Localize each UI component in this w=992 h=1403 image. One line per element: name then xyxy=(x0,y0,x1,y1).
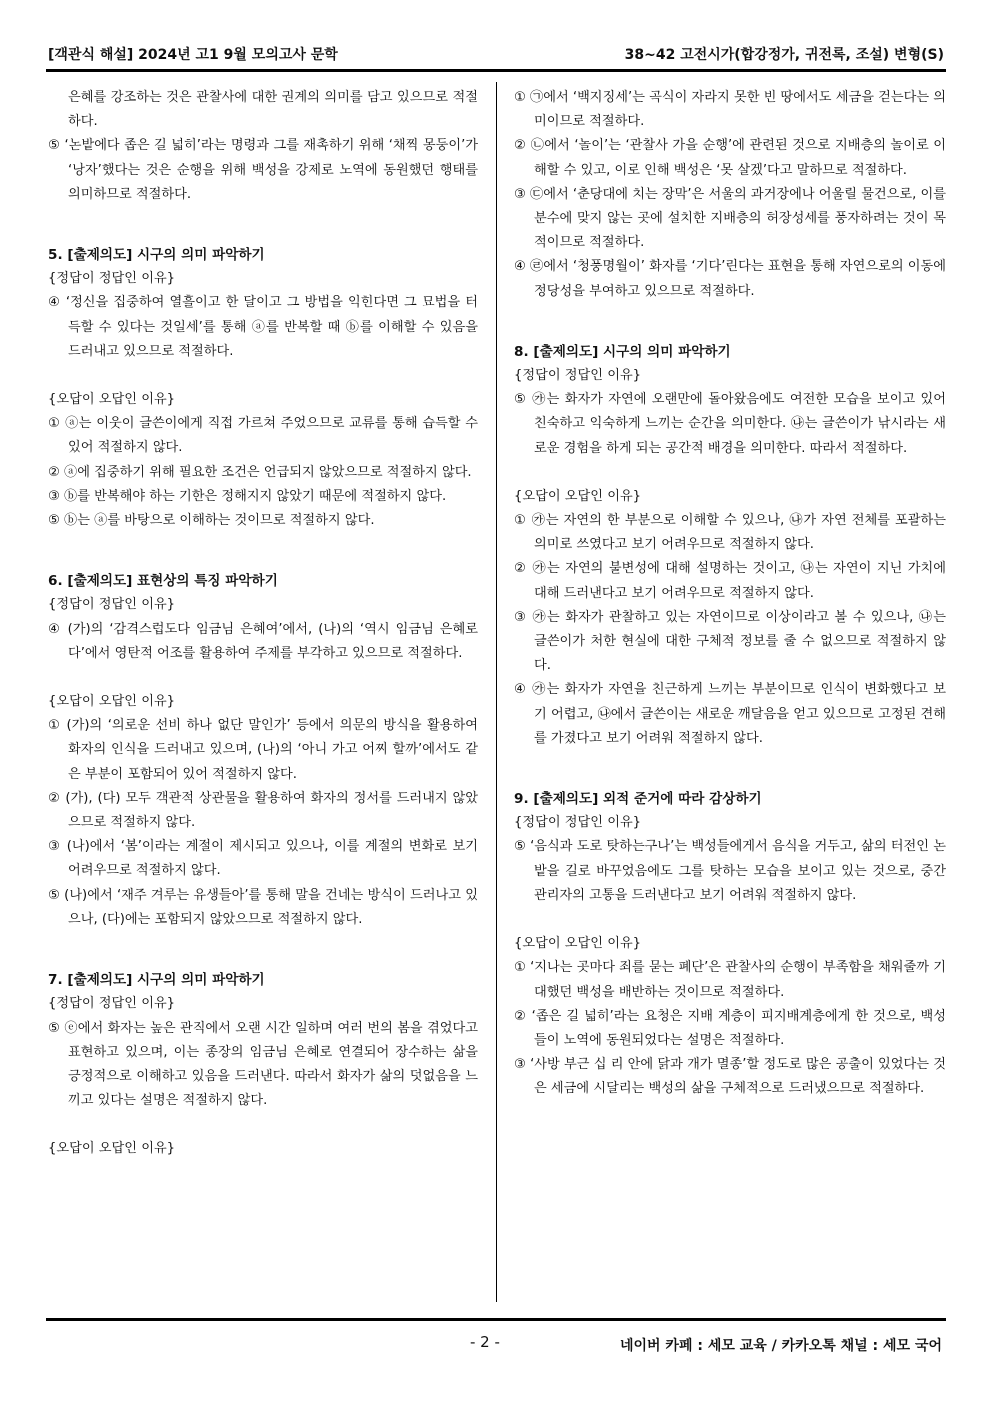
answer-item: ③ ⓑ를 반복해야 하는 기한은 정해지지 않았기 때문에 적절하지 않다. xyxy=(48,488,447,504)
answer-item: ⑤ ‘논밭에다 좁은 길 넓히’라는 명령과 그를 재촉하기 위해 ‘채찍 몽둥이’가 ‘낭자’했다는 것은 순행을 위해 백성을 강제로 노역에 동원했던 행태를 의미하므로 적절하다. xyxy=(48,138,478,202)
footer-credit: 네이버 카페 : 세모 교육 / 카카오톡 채널 : 세모 국어 xyxy=(619,1338,942,1354)
answer-item: ③ (나)에서 ‘봄’이라는 계절이 제시되고 있으나, 이를 계절의 변화로 보기 어려우므로 적절하지 않다. xyxy=(48,839,478,879)
answer-item: ② ‘좁은 길 넓히’라는 요청은 지배 계층이 피지배계층에게 한 것으로, 백성들이 노역에 동원되었다는 설명은 적절하다. xyxy=(514,1008,946,1048)
header-right-title: 38~42 고전시가(합강정가, 귀전록, 조설) 변형(S) xyxy=(624,47,944,63)
answer-item: ① (가)의 ‘의로운 선비 하나 없단 말인가’ 등에서 의문의 방식을 활용하여 화자의 인식을 드러내고 있으며, (나)의 ‘아니 가고 어찌 할까’에서도 같은 부분이 포함되어 있어 적절하지 않다. xyxy=(48,718,478,782)
answer-item: ① ⓐ는 이웃이 글쓴이에게 직접 가르쳐 주었으므로 교류를 통해 습득할 수 있어 적절하지 않다. xyxy=(48,416,478,456)
question-6-title: 6. [출제의도] 표현상의 특징 파악하기 xyxy=(48,573,278,590)
answer-item: ③ ‘사방 부근 십 리 안에 닭과 개가 멸종’할 정도로 많은 공출이 있었다는 것은 세금에 시달리는 백성의 삶을 구체적으로 드러냈으므로 적절하다. xyxy=(514,1057,946,1097)
wrong-label: {오답이 오답인 이유} xyxy=(514,936,642,952)
wrong-label: {오답이 오답인 이유} xyxy=(48,392,176,408)
answer-item: ④ ‘정신을 집중하여 열흘이고 한 달이고 그 방법을 익힌다면 그 묘법을 터득할 수 있다는 것일세’를 통해 ⓐ를 반복할 때 ⓑ를 이해할 수 있음을 드러내고 있으므로 적절하다. xyxy=(48,295,478,359)
question-8-title: 8. [출제의도] 시구의 의미 파악하기 xyxy=(514,343,731,360)
continued-text: 은혜를 강조하는 것은 관찰사에 대한 권계의 의미를 담고 있으므로 적절하다. xyxy=(68,90,478,130)
page-header xyxy=(46,38,946,68)
question-9-title: 9. [출제의도] 외적 준거에 따라 감상하기 xyxy=(514,791,762,808)
question-5-title: 5. [출제의도] 시구의 의미 파악하기 xyxy=(48,247,265,264)
wrong-label: {오답이 오답인 이유} xyxy=(48,694,176,710)
answer-item: ② ㉮는 자연의 불변성에 대해 설명하는 것이고, ㉯는 자연이 지닌 가치에 대해 드러낸다고 보기 어려우므로 적절하지 않다. xyxy=(514,561,946,601)
left-column xyxy=(48,86,478,1162)
header-left-title: [객관식 해설] 2024년 고1 9월 모의고사 문학 xyxy=(48,47,338,63)
right-column xyxy=(514,86,946,1102)
answer-item: ④ ㉮는 화자가 자연을 친근하게 느끼는 부분이므로 인식이 변화했다고 보기 어렵고, ㉯에서 글쓴이는 새로운 깨달음을 얻고 있으므로 고정된 견해를 가졌다고 보기 어려워 적절하지 않다. xyxy=(514,682,946,746)
wrong-label: {오답이 오답인 이유} xyxy=(48,1141,176,1157)
answer-item: ① ㉮는 자연의 한 부분으로 이해할 수 있으나, ㉯가 자연 전체를 포괄하는 의미로 쓰였다고 보기 어려우므로 적절하지 않다. xyxy=(514,513,946,553)
answer-item: ② (가), (다) 모두 객관적 상관물을 활용하여 화자의 정서를 드러내지 않았으므로 적절하지 않다. xyxy=(48,790,478,831)
correct-label: {정답이 정답인 이유} xyxy=(48,996,176,1012)
correct-label: {정답이 정답인 이유} xyxy=(48,597,176,613)
answer-item: ④ (가)의 ‘감격스럽도다 임금님 은혜여’에서, (나)의 ‘역시 임금님 은혜로다’에서 영탄적 어조를 활용하여 주제를 부각하고 있으므로 적절하다. xyxy=(48,621,478,661)
answer-item: ③ ㉮는 화자가 관찰하고 있는 자연이므로 이상이라고 볼 수 있으나, ㉯는 글쓴이가 처한 현실에 대한 구체적 정보를 줄 수 없으므로 적절하지 않다. xyxy=(514,609,946,674)
answer-item: ⑤ ㉮는 화자가 자연에 오랜만에 돌아왔음에도 여전한 모습을 보이고 있어 친숙하고 익숙하게 느끼는 순간을 의미한다. ㉯는 글쓴이가 낚시라는 새로운 경험을 하게 되는 공간적 배경을 의미한다. 따라서 적절하다. xyxy=(514,392,946,456)
answer-item: ⑤ (나)에서 ‘재주 겨루는 유생들아’를 통해 말을 건네는 방식이 드러나고 있으나, (다)에는 포함되지 않았으므로 적절하지 않다. xyxy=(48,887,478,927)
correct-label: {정답이 정답인 이유} xyxy=(48,271,176,287)
question-7-title: 7. [출제의도] 시구의 의미 파악하기 xyxy=(48,972,265,989)
footer-rule xyxy=(46,1318,946,1321)
correct-label: {정답이 정답인 이유} xyxy=(514,368,642,384)
header-rule xyxy=(46,69,946,72)
answer-item: ① ㉠에서 ‘백지징세’는 곡식이 자라지 못한 빈 땅에서도 세금을 걷는다는 의미이므로 적절하다. xyxy=(514,90,947,130)
answer-item: ② ㉡에서 ‘놀이’는 ‘관찰사 가을 순행’에 관련된 것으로 지배층의 놀이로 이해할 수 있고, 이로 인해 백성은 ‘못 살겠’다고 말하므로 적절하다. xyxy=(514,138,946,178)
answer-item: ⑤ ⓑ는 ⓐ를 바탕으로 이해하는 것이므로 적절하지 않다. xyxy=(48,513,375,529)
correct-label: {정답이 정답인 이유} xyxy=(514,815,642,831)
answer-item: ⑤ ⓔ에서 화자는 높은 관직에서 오랜 시간 일하며 여러 번의 봄을 겪었다고 표현하고 있으며, 이는 종장의 임금님 은혜로 연결되어 장수하는 삶을 긍정적으로 이해하고 있음을 드러낸다. 따라서 화자가 삶의 덧없음을 느끼고 있다는 설명은 적절하지 않다. xyxy=(48,1020,478,1109)
answer-item: ⑤ ‘음식과 도로 탓하는구나’는 백성들에게서 음식을 거두고, 삶의 터전인 논밭을 길로 바꾸었음에도 그를 탓하는 모습을 보이고 있는 것으로, 중간 관리자의 고통을 드러낸다고 보기 어려워 적절하지 않다. xyxy=(514,839,946,903)
answer-item: ② ⓐ에 집중하기 위해 필요한 조건은 언급되지 않았으므로 적절하지 않다. xyxy=(48,464,472,480)
answer-item: ① ‘지나는 곳마다 죄를 묻는 폐단’은 관찰사의 순행이 부족함을 채워줄까 기대했던 백성을 배반하는 것이므로 적절하다. xyxy=(514,960,946,1000)
wrong-label: {오답이 오답인 이유} xyxy=(514,488,642,504)
page-number: - 2 - xyxy=(470,1333,500,1351)
column-divider xyxy=(496,82,497,1302)
answer-item: ③ ㉢에서 ‘춘당대에 치는 장막’은 서울의 과거장에나 어울릴 물건으로, 이를 분수에 맞지 않는 곳에 설치한 지배층의 허장성세를 풍자하려는 것이 목적이므로 적절하다. xyxy=(514,186,947,251)
answer-item: ④ ㉣에서 ‘청풍명월이’ 화자를 ‘기다’린다는 표현을 통해 자연으로의 이동에 정당성을 부여하고 있으므로 적절하다. xyxy=(514,259,947,299)
